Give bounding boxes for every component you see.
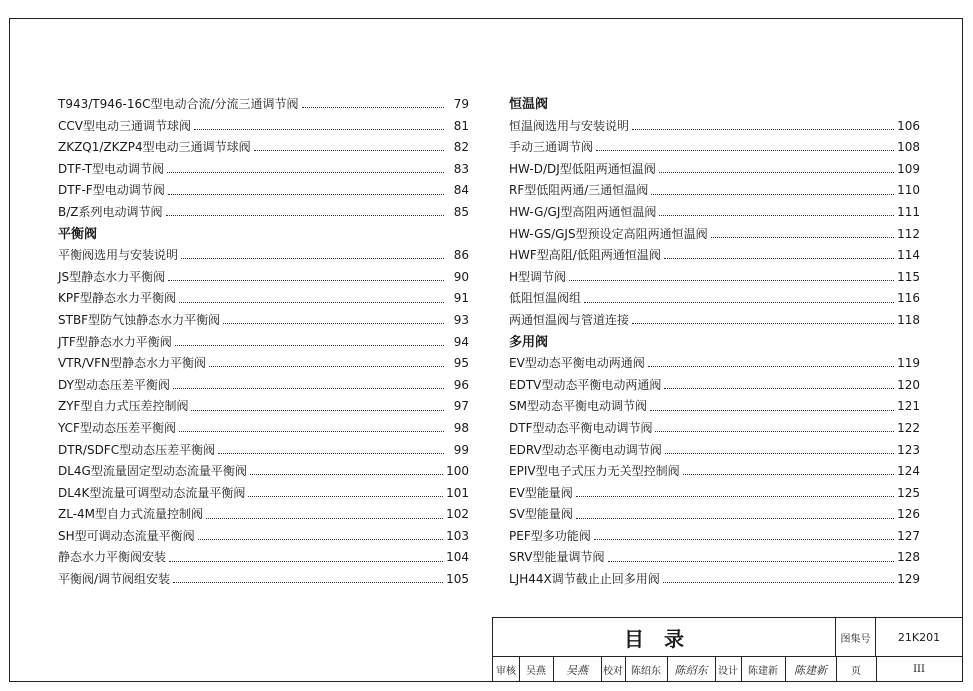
- entry-page-number: 116: [897, 291, 920, 306]
- entry-title: H型调节阀: [509, 269, 567, 284]
- entry-page-number: 115: [897, 269, 920, 284]
- dot-leader: [584, 302, 894, 303]
- entry-page-number: 108: [897, 140, 920, 155]
- entry-title: 恒温阀选用与安装说明: [509, 118, 630, 133]
- entry-title: ZL-4M型自力式流量控制阀: [58, 507, 204, 522]
- toc-entry: [509, 159, 920, 181]
- atlas-no-label: 图集号: [836, 618, 876, 656]
- dot-leader: [209, 366, 444, 367]
- page-label: 页: [851, 666, 861, 677]
- dot-leader: [651, 194, 894, 195]
- dot-leader: [169, 561, 443, 562]
- toc-entry: [509, 569, 920, 591]
- entry-page-number: 94: [453, 334, 469, 349]
- dot-leader: [254, 150, 444, 151]
- atlas-no: 21K201: [897, 630, 941, 644]
- toc-left-column: [58, 94, 469, 591]
- entry-page-number: 96: [453, 377, 469, 392]
- entry-title: DY型动态压差平衡阀: [58, 377, 170, 392]
- dot-leader: [302, 107, 444, 108]
- toc-entry: [58, 180, 469, 202]
- dot-leader: [223, 323, 444, 324]
- toc-entry: [509, 202, 920, 224]
- checker-signature: 陈绍东: [674, 663, 708, 677]
- check-label: 校对: [603, 666, 623, 677]
- entry-title: CCV型电动三通调节球阀: [58, 118, 191, 133]
- dot-leader: [569, 280, 894, 281]
- dot-leader: [166, 215, 445, 216]
- entry-page-number: 102: [446, 507, 469, 522]
- entry-title: HW-G/GJ型高阻两通恒温阀: [509, 204, 657, 219]
- entry-page-number: 119: [897, 356, 920, 371]
- toc-entry: [58, 245, 469, 267]
- toc-entry: [509, 418, 920, 440]
- entry-page-number: 128: [897, 550, 920, 565]
- entry-title: EPIV型电子式压力无关型控制阀: [509, 464, 680, 479]
- entry-page-number: 90: [453, 269, 469, 284]
- dot-leader: [659, 172, 894, 173]
- entry-title: LJH44X调节截止止回多用阀: [509, 572, 660, 587]
- dot-leader: [168, 194, 444, 195]
- entry-title: KPF型静态水力平衡阀: [58, 291, 177, 306]
- toc-section-heading: [58, 224, 469, 246]
- entry-title: EV型动态平衡电动两通阀: [509, 356, 645, 371]
- entry-page-number: 124: [897, 464, 920, 479]
- toc-entry: [58, 137, 469, 159]
- entry-title: RF型低阻两通/三通恒温阀: [509, 183, 649, 198]
- entry-page-number: 93: [453, 312, 469, 327]
- toc-entry: [58, 547, 469, 569]
- dot-leader: [632, 323, 894, 324]
- toc-entry: [58, 353, 469, 375]
- toc-entry: [58, 159, 469, 181]
- entry-title: DL4K型流量可调型动态流量平衡阀: [58, 485, 246, 500]
- dot-leader: [173, 388, 444, 389]
- toc-entry: [509, 116, 920, 138]
- entry-page-number: 86: [453, 248, 469, 263]
- dot-leader: [194, 129, 444, 130]
- entry-page-number: 91: [453, 291, 469, 306]
- review-label: 审核: [496, 666, 516, 677]
- entry-page-number: 121: [897, 399, 920, 414]
- section-title: 恒温阀: [509, 97, 549, 112]
- toc-entry: [509, 224, 920, 246]
- entry-title: JTF型静态水力平衡阀: [58, 334, 172, 349]
- dot-leader: [665, 453, 894, 454]
- entry-title: EDRV型动态平衡电动调节阀: [509, 442, 662, 457]
- entry-page-number: 106: [897, 118, 920, 133]
- dot-leader: [250, 474, 443, 475]
- toc-entry: [509, 547, 920, 569]
- entry-title: SV型能量阀: [509, 507, 573, 522]
- designer-signature: 陈建新: [794, 663, 827, 677]
- toc-entry: [509, 353, 920, 375]
- title-block-title: 目录: [493, 618, 836, 656]
- entry-page-number: 79: [453, 97, 469, 111]
- toc-entry: [509, 245, 920, 267]
- dot-leader: [659, 215, 894, 216]
- toc-section-heading: [509, 94, 920, 116]
- toc-entry: [58, 440, 469, 462]
- entry-title: STBF型防气蚀静态水力平衡阀: [58, 312, 221, 327]
- entry-title: YCF型动态压差平衡阀: [58, 420, 176, 435]
- entry-page-number: 109: [897, 161, 920, 176]
- title-block: [492, 617, 963, 682]
- entry-title: DTF型动态平衡电动调节阀: [509, 420, 653, 435]
- dot-leader: [608, 561, 895, 562]
- toc-entry: [58, 504, 469, 526]
- dot-leader: [711, 237, 895, 238]
- reviewer-signature: 吴燕: [566, 663, 588, 677]
- toc-entry: [58, 418, 469, 440]
- entry-title: EDTV型动态平衡电动两通阀: [509, 377, 662, 392]
- dot-leader: [664, 258, 894, 259]
- dot-leader: [179, 302, 444, 303]
- toc-entry: [509, 310, 920, 332]
- entry-title: DTR/SDFC型动态压差平衡阀: [58, 442, 216, 457]
- toc-right-column: [509, 94, 920, 591]
- entry-title: JS型静态水力平衡阀: [58, 269, 166, 284]
- designer-name: 陈建新: [748, 666, 778, 677]
- dot-leader: [167, 172, 444, 173]
- entry-page-number: 103: [446, 528, 469, 543]
- dot-leader: [173, 582, 443, 583]
- entry-title: HWF型高阻/低阻两通恒温阀: [509, 248, 661, 263]
- entry-page-number: 123: [897, 442, 920, 457]
- dot-leader: [218, 453, 444, 454]
- toc-entry: [509, 375, 920, 397]
- entry-page-number: 105: [446, 572, 469, 587]
- entry-page-number: 127: [897, 528, 920, 543]
- reviewer-name: 吴燕: [526, 666, 546, 677]
- entry-page-number: 112: [897, 226, 920, 241]
- entry-title: B/Z系列电动调节阀: [58, 204, 163, 219]
- dot-leader: [175, 345, 444, 346]
- dot-leader: [206, 518, 443, 519]
- entry-page-number: 125: [897, 485, 920, 500]
- entry-title: VTR/VFN型静态水力平衡阀: [58, 356, 207, 371]
- design-label: 设计: [718, 666, 738, 677]
- toc-entry: [509, 267, 920, 289]
- dot-leader: [191, 410, 444, 411]
- entry-title: 手动三通调节阀: [509, 140, 594, 155]
- entry-page-number: 83: [453, 161, 469, 176]
- dot-leader: [650, 410, 894, 411]
- toc-entry: [58, 116, 469, 138]
- dot-leader: [632, 129, 894, 130]
- dot-leader: [179, 431, 444, 432]
- entry-title: T943/T946-16C型电动合流/分流三通调节阀: [58, 97, 299, 111]
- dot-leader: [655, 431, 894, 432]
- entry-title: ZYF型自力式压差控制阀: [58, 399, 189, 414]
- toc-entry: [509, 483, 920, 505]
- dot-leader: [648, 366, 894, 367]
- entry-title: 平衡阀/调节阀组安装: [58, 572, 171, 587]
- entry-page-number: 98: [453, 420, 469, 435]
- dot-leader: [576, 518, 894, 519]
- entry-title: 低阻恒温阀组: [509, 291, 582, 306]
- entry-page-number: 95: [453, 356, 469, 371]
- toc-entry: [58, 375, 469, 397]
- checker-name: 陈绍东: [631, 666, 661, 677]
- section-title: 平衡阀: [58, 226, 98, 242]
- toc-entry: [58, 267, 469, 289]
- entry-page-number: 126: [897, 507, 920, 522]
- entry-page-number: 120: [897, 377, 920, 392]
- dot-leader: [576, 496, 894, 497]
- entry-page-number: 97: [453, 399, 469, 414]
- toc-entry: [58, 202, 469, 224]
- toc-section-heading: [509, 332, 920, 354]
- dot-leader: [683, 474, 895, 475]
- entry-title: HW-D/DJ型低阻两通恒温阀: [509, 161, 656, 176]
- toc-entry: [509, 137, 920, 159]
- entry-title: SH型可调动态流量平衡阀: [58, 528, 195, 543]
- entry-title: DTF-F型电动调节阀: [58, 183, 165, 198]
- toc-entry: [58, 332, 469, 354]
- toc-entry: [58, 526, 469, 548]
- toc-entry: [58, 396, 469, 418]
- toc-entry: [58, 461, 469, 483]
- entry-page-number: 104: [446, 550, 469, 565]
- toc-entry: [509, 461, 920, 483]
- entry-title: 两通恒温阀与管道连接: [509, 312, 630, 327]
- dot-leader: [664, 388, 894, 389]
- entry-title: ZKZQ1/ZKZP4型电动三通调节球阀: [58, 140, 251, 155]
- toc-entry: [509, 288, 920, 310]
- entry-page-number: 81: [453, 118, 469, 133]
- dot-leader: [198, 539, 443, 540]
- entry-page-number: 82: [453, 140, 469, 155]
- section-title: 多用阀: [509, 334, 549, 350]
- entry-title: HW-GS/GJS型预设定高阻两通恒温阀: [509, 226, 708, 241]
- entry-page-number: 110: [897, 183, 920, 198]
- entry-page-number: 122: [897, 420, 920, 435]
- entry-title: SRV型能量调节阀: [509, 550, 605, 565]
- dot-leader: [248, 496, 443, 497]
- entry-page-number: 100: [446, 464, 469, 479]
- entry-title: DL4G型流量固定型动态流量平衡阀: [58, 464, 247, 479]
- entry-page-number: 84: [453, 183, 469, 198]
- toc-entry: [509, 180, 920, 202]
- dot-leader: [663, 582, 894, 583]
- toc-entry: [58, 288, 469, 310]
- entry-title: 平衡阀选用与安装说明: [58, 248, 179, 263]
- entry-title: PEF型多功能阀: [509, 528, 591, 543]
- toc-entry: [58, 94, 469, 116]
- entry-title: 静态水力平衡阀安装: [58, 550, 167, 565]
- toc-entry: [509, 504, 920, 526]
- dot-leader: [181, 258, 444, 259]
- entry-title: SM型动态平衡电动调节阀: [509, 399, 647, 414]
- entry-page-number: 114: [897, 248, 920, 263]
- entry-page-number: 85: [453, 204, 469, 219]
- entry-page-number: 118: [897, 312, 920, 327]
- entry-page-number: 101: [446, 485, 469, 500]
- toc-entry: [58, 310, 469, 332]
- entry-page-number: 99: [453, 442, 469, 457]
- entry-page-number: 129: [897, 572, 920, 587]
- dot-leader: [168, 280, 444, 281]
- toc-entry: [509, 526, 920, 548]
- entry-page-number: 111: [897, 204, 920, 219]
- entry-title: DTF-T型电动调节阀: [58, 161, 165, 176]
- dot-leader: [594, 539, 894, 540]
- toc-entry: [58, 569, 469, 591]
- dot-leader: [596, 150, 894, 151]
- toc-entry: [58, 483, 469, 505]
- toc-entry: [509, 440, 920, 462]
- toc-entry: [509, 396, 920, 418]
- entry-title: EV型能量阀: [509, 485, 573, 500]
- page-number: III: [913, 664, 925, 675]
